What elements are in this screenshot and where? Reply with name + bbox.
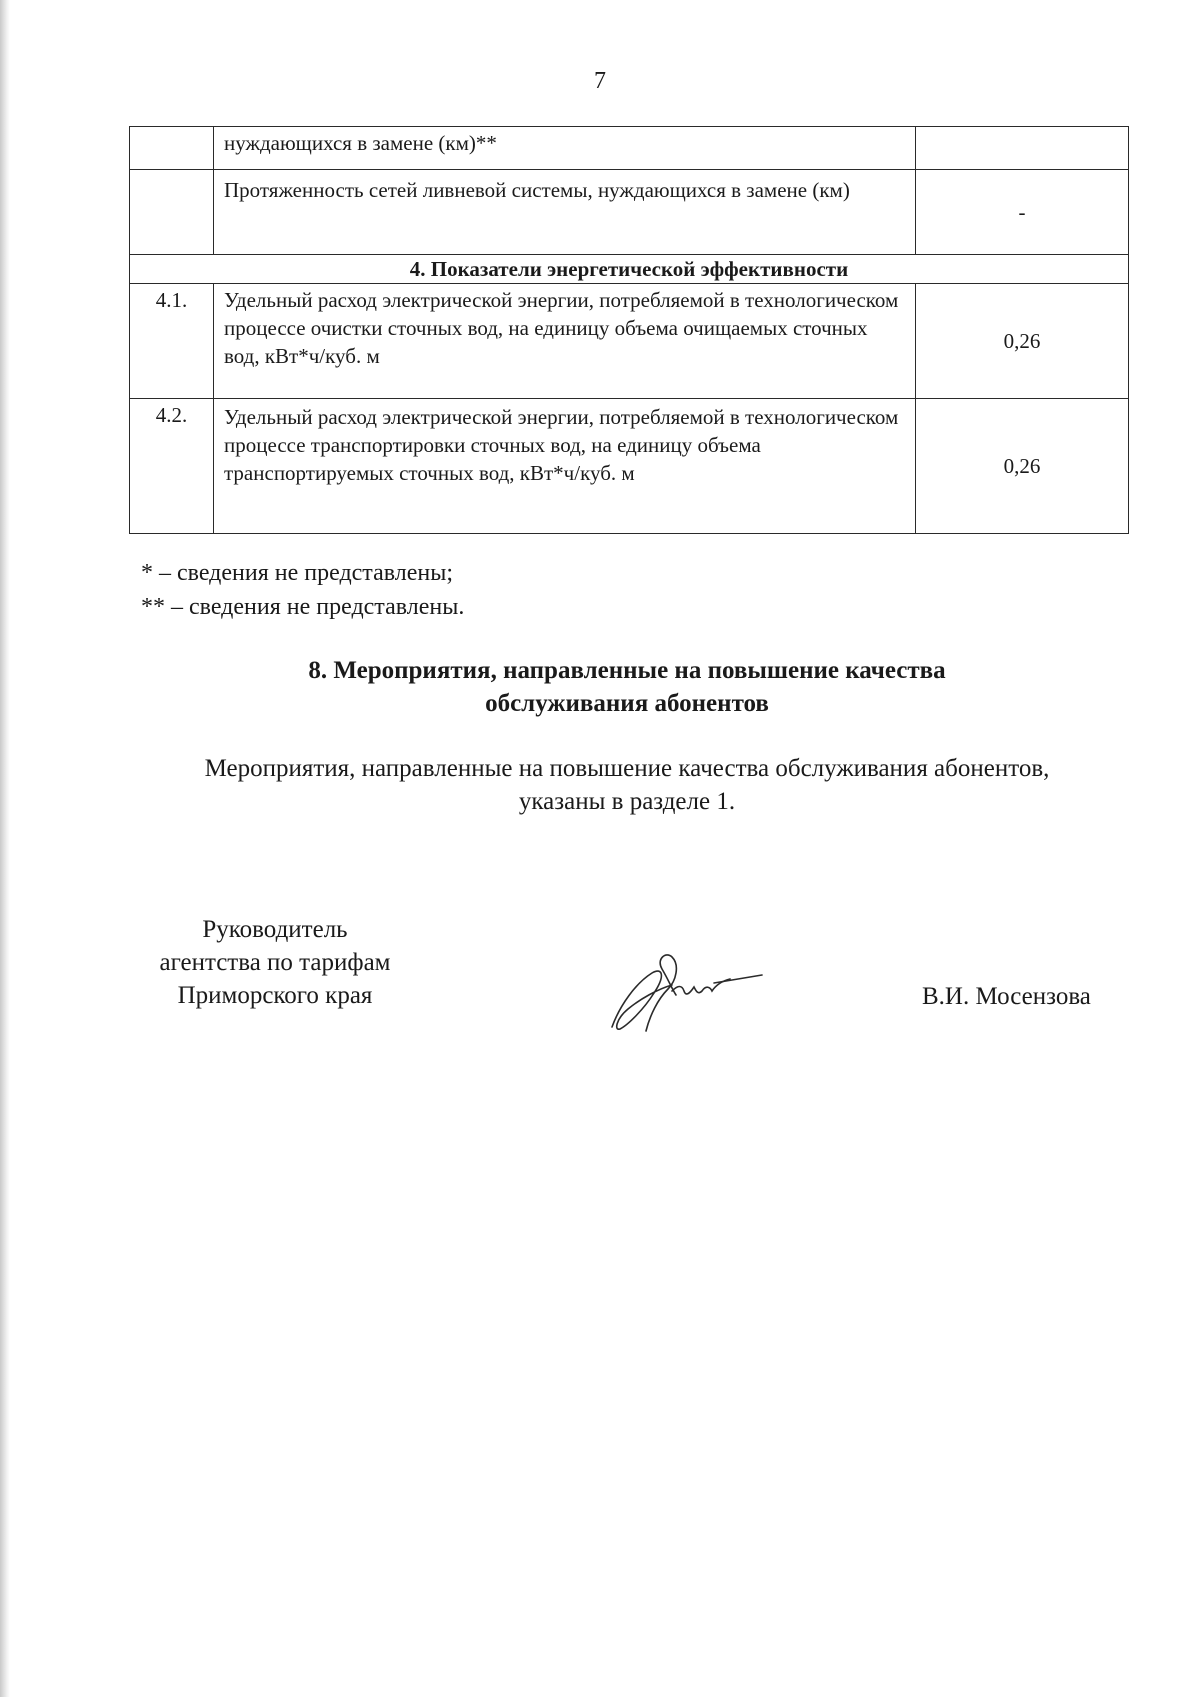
footnotes — [141, 556, 464, 624]
row-number-cell — [130, 127, 214, 170]
indicator-name-cell: Протяженность сетей ливневой системы, нуждающихся в замене (км) — [214, 170, 916, 255]
section-title-line: обслуживания абонентов — [485, 690, 769, 717]
position-line: Приморского края — [177, 982, 373, 1009]
indicator-name-cell: нуждающихся в замене (км)** — [214, 127, 916, 170]
handwritten-signature — [606, 945, 766, 1035]
section-body-line: указаны в разделе 1. — [518, 788, 736, 815]
section-8-title — [0, 654, 1200, 720]
scan-edge-shadow — [0, 0, 10, 1697]
table-row — [130, 170, 1129, 255]
indicator-value-cell: 0,26 — [916, 399, 1129, 534]
indicator-value-cell: 0,26 — [916, 284, 1129, 399]
row-number-cell — [130, 170, 214, 255]
section-8-body — [0, 752, 1200, 818]
section-heading-cell: 4. Показатели энергетической эффективности — [130, 255, 1129, 284]
position-line: агентства по тарифам — [159, 949, 391, 976]
section-title-line: 8. Мероприятия, направленные на повышение качества — [308, 657, 946, 684]
indicator-value-cell: - — [916, 170, 1129, 255]
row-number-cell: 4.1. — [130, 284, 214, 399]
indicator-name-cell: Удельный расход электрической энергии, потребляемой в технологическом процессе очистки сточных вод, на единицу объема очищаемых сточных вод, кВт*ч/куб. м — [214, 284, 916, 399]
footnote-double-asterisk: ** – сведения не представлены. — [141, 594, 465, 620]
table-row — [130, 399, 1129, 534]
row-number-cell: 4.2. — [130, 399, 214, 534]
table-row — [130, 284, 1129, 399]
indicator-name-cell: Удельный расход электрической энергии, потребляемой в технологическом процессе транспортировки сточных вод, на единицу объема транспортируемых сточных вод, кВт*ч/куб. м — [214, 399, 916, 534]
signatory-position — [130, 913, 420, 1012]
indicators-table — [129, 126, 1129, 534]
signatory-name: В.И. Мосензова — [922, 983, 1091, 1010]
section-body-line: Мероприятия, направленные на повышение качества обслуживания абонентов, — [204, 755, 1050, 782]
page-number: 7 — [594, 68, 606, 94]
indicator-value-cell — [916, 127, 1129, 170]
position-line: Руководитель — [202, 916, 348, 943]
footnote-single-asterisk: * – сведения не представлены; — [141, 560, 454, 586]
table-row — [130, 127, 1129, 170]
table-section-row — [130, 255, 1129, 284]
